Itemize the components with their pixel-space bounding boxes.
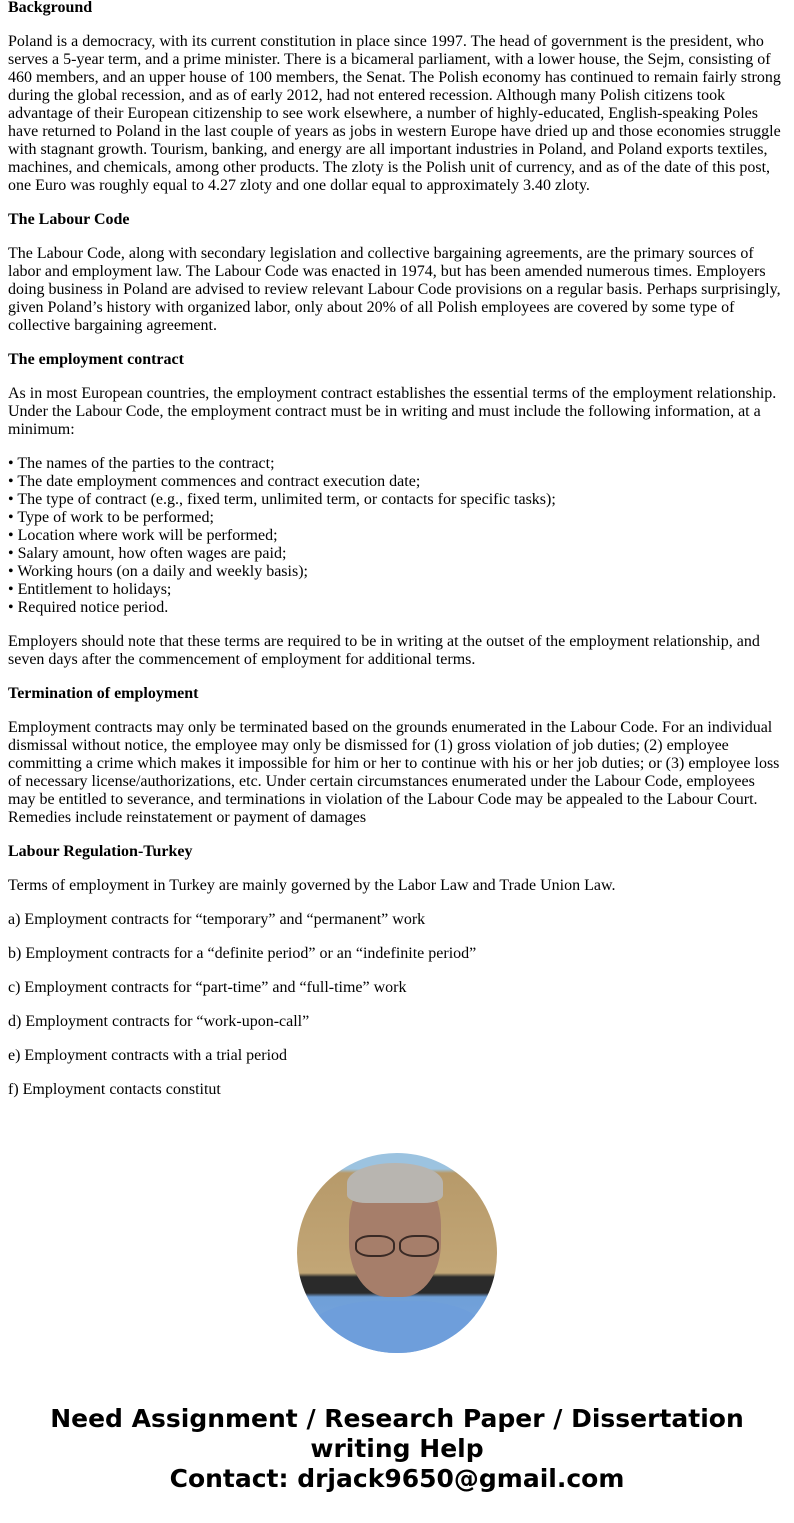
article-body (8, 0, 786, 1115)
list-item: • The type of contract (e.g., fixed term, unlimited term, or contacts for specific tasks); (8, 491, 786, 509)
help-text: Need Assignment / Research Paper / Dissertation writing Help (50, 1404, 744, 1463)
photo-glasses (355, 1235, 439, 1255)
author-photo (297, 1153, 497, 1353)
labour-code-paragraph: The Labour Code, along with secondary legislation and collective bargaining agreements, are the primary sources of labor and employment law. The Labour Code was enacted in 1974, but has been amended numerous times. Employers doing business in Poland are advised to review relevant Labour Code provisions on a regular basis. Perhaps surprisingly, given Poland’s history with organized labor, only about 20% of all Polish employees are covered by some type of collective bargaining agreement. (8, 245, 781, 334)
list-item: • Type of work to be performed; (8, 509, 786, 527)
turkey-heading: Labour Regulation-Turkey (8, 843, 193, 860)
turkey-item: e) Employment contracts with a trial period (8, 1047, 288, 1064)
list-item: • Entitlement to holidays; (8, 581, 786, 599)
turkey-item: d) Employment contracts for “work-upon-call” (8, 1013, 310, 1030)
contact-banner (0, 1404, 794, 1494)
photo-hair (347, 1163, 443, 1203)
termination-paragraph: Employment contracts may only be terminated based on the grounds enumerated in the Labour Code. For an individual dismissal without notice, the employee may only be dismissed for (1) gross violation of job duties; (2) employee committing a crime which makes it impossible for him or her to continue with his or her job duties; or (3) employee loss of necessary license/authorizations, etc. Under certain circumstances enumerated under the Labour Code, employees may be entitled to severance, and terminations in violation of the Labour Code may be appealed to the Labour Court. Remedies include reinstatement or payment of damages (8, 719, 780, 826)
labour-code-heading: The Labour Code (8, 211, 130, 228)
turkey-item: f) Employment contacts constitut (8, 1081, 221, 1098)
list-item: • Salary amount, how often wages are paid; (8, 545, 786, 563)
list-item: • Working hours (on a daily and weekly basis); (8, 563, 786, 581)
photo-shirt (307, 1301, 487, 1353)
contract-heading: The employment contract (8, 351, 184, 368)
contract-requirements-list (8, 455, 786, 617)
turkey-item: c) Employment contracts for “part-time” and “full-time” work (8, 979, 407, 996)
contact-email: Contact: drjack9650@gmail.com (169, 1464, 625, 1493)
turkey-item: a) Employment contracts for “temporary” and “permanent” work (8, 911, 426, 928)
turkey-paragraph: Terms of employment in Turkey are mainly governed by the Labor Law and Trade Union Law. (8, 877, 616, 894)
contract-note: Employers should note that these terms are required to be in writing at the outset of the employment relationship, and seven days after the commencement of employment for additional terms. (8, 633, 760, 668)
turkey-item: b) Employment contracts for a “definite period” or an “indefinite period” (8, 945, 477, 962)
list-item: • The names of the parties to the contract; (8, 455, 786, 473)
contract-paragraph: As in most European countries, the employment contract establishes the essential terms of the employment relationship. Under the Labour Code, the employment contract must be in writing and must include the following information, at a minimum: (8, 385, 777, 438)
list-item: • Required notice period. (8, 599, 786, 617)
termination-heading: Termination of employment (8, 685, 199, 702)
list-item: • Location where work will be performed; (8, 527, 786, 545)
background-heading: Background (8, 0, 93, 16)
list-item: • The date employment commences and contract execution date; (8, 473, 786, 491)
background-paragraph: Poland is a democracy, with its current constitution in place since 1997. The head of government is the president, who serves a 5-year term, and a prime minister. There is a bicameral parliament, with a lower house, the Sejm, consisting of 460 members, and an upper house of 100 members, the Senat. The Polish economy has continued to remain fairly strong during the global recession, and as of early 2012, had not entered recession. Although many Polish citizens took advantage of their European citizenship to see work elsewhere, a number of highly-educated, English-speaking Poles have returned to Poland in the last couple of years as jobs in western Europe have dried up and those economies struggle with stagnant growth. Tourism, banking, and energy are all important industries in Poland, and Poland exports textiles, machines, and chemicals, among other products. The zloty is the Polish unit of currency, and as of the date of this post, one Euro was roughly equal to 4.27 zloty and one dollar equal to approximately 3.40 zloty. (8, 33, 781, 194)
